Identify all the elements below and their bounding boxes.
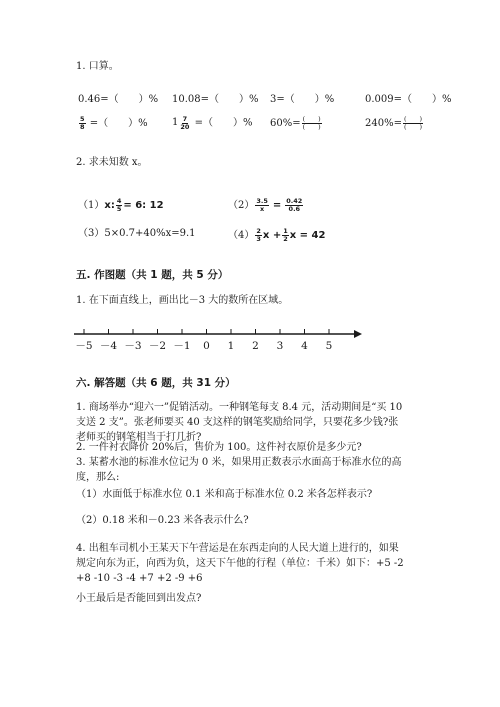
fraction: $\frac{( )}{( )}$ bbox=[302, 115, 321, 131]
q2-item-2: （2） $\frac{3.5}{x}$ = $\frac{0.42}{0.6}$ bbox=[228, 197, 303, 213]
number-line-label: －5 bbox=[75, 340, 93, 352]
number-line-label: 0 bbox=[203, 340, 210, 352]
fraction: $\frac{1}{2}$ bbox=[283, 227, 288, 243]
q1-row2-item-2: 1 $\frac{7}{20}$ =（ ）% bbox=[172, 115, 253, 131]
arrow-right-icon bbox=[354, 330, 362, 338]
q1-row1-item-4: 0.009=（ ）% bbox=[365, 94, 452, 105]
q1-row2-item-3: 60%= $\frac{( )}{( )}$ bbox=[270, 115, 321, 131]
number-line-label: 5 bbox=[325, 340, 333, 352]
fraction: $\frac{( )}{( )}$ bbox=[403, 115, 423, 131]
q1-row2-item-4: 240%= $\frac{( )}{( )}$ bbox=[365, 115, 423, 131]
q1-row1-item-3: 3=（ ）% bbox=[270, 94, 335, 105]
q1-row1-item-2: 10.08=（ ）% bbox=[172, 94, 259, 105]
q1-title: 1. 口算。 bbox=[76, 61, 119, 72]
number-line-label: －4 bbox=[99, 340, 118, 352]
s6-question-3: 3. 某蓄水池的标准水位记为 0 米，如果用正数表示水面高于标准水位的高度，那么: bbox=[76, 457, 402, 483]
s6-question-3-part-1: （1）水面低于标准水位 0.1 米和高于标准水位 0.2 米各怎样表示? bbox=[76, 489, 373, 500]
q1-row1-item-1: 0.46=（ ）% bbox=[78, 94, 159, 105]
section-6-title: 六. 解答题（共 6 题，共 31 分） bbox=[76, 377, 236, 389]
section-5-title: 五. 作图题（共 1 题，共 5 分） bbox=[76, 269, 229, 281]
number-line-label: 4 bbox=[301, 340, 308, 352]
s6-question-4-part-1: 小王最后是否能回到出发点? bbox=[76, 593, 202, 604]
number-line-label: －1 bbox=[173, 340, 191, 352]
fraction: $\frac{3.5}{x}$ bbox=[256, 197, 268, 213]
fraction: $\frac{4}{5}$ bbox=[116, 197, 122, 213]
s6-question-3-part-2: （2）0.18 米和－0.23 米各表示什么? bbox=[76, 515, 249, 526]
fraction: $\frac{7}{20}$ bbox=[180, 115, 190, 131]
s6-question-2: 2. 一件衬衣降价 20%后，售价为 100。这件衬衣原价是多少元? bbox=[76, 442, 362, 453]
number-line bbox=[72, 324, 372, 354]
number-line-label: 1 bbox=[227, 340, 235, 352]
q2-item-3: （3）5×0.7+40%x=9.1 bbox=[78, 228, 196, 239]
number-line-label: 3 bbox=[276, 340, 284, 352]
q2-title: 2. 求未知数 x。 bbox=[76, 157, 148, 168]
s6-question-4: 4. 出租车司机小王某天下午营运是在东西走向的人民大道上进行的，如果规定向东为正，向西为负，这天下午他的行程（单位：千米）如下：+5 -2 +8 -10 -3 -4 +7 +2 -9 +6 bbox=[76, 543, 404, 584]
fraction: $\frac{2}{3}$ bbox=[256, 227, 261, 243]
q2-item-4: （4） $\frac{2}{3}$ x + $\frac{1}{2}$ x = 42 bbox=[228, 227, 326, 243]
number-line-label: －3 bbox=[124, 340, 142, 352]
s6-question-1: 1. 商场举办“迎六一”促销活动。一种钢笔每支 8.4 元，活动期间是“买 10 支送 2 支”。张老师要买 40 支这样的钢笔奖励给同学，只要花多少钱?张老师买的钢笔相当于打几折? bbox=[76, 402, 403, 443]
number-line-label: 2 bbox=[252, 340, 259, 352]
fraction: $\frac{0.42}{0.6}$ bbox=[286, 197, 303, 213]
number-line-label: －2 bbox=[148, 340, 167, 352]
s5-question-1: 1. 在下面直线上，画出比－3 大的数所在区域。 bbox=[76, 295, 289, 306]
fraction: $\frac{5}{8}$ bbox=[80, 115, 85, 131]
q1-row2-item-1: $\frac{5}{8}$ =（ ）% bbox=[80, 115, 148, 131]
q2-item-1: （1）x: $\frac{4}{5}$ = 6: 12 bbox=[78, 197, 164, 213]
